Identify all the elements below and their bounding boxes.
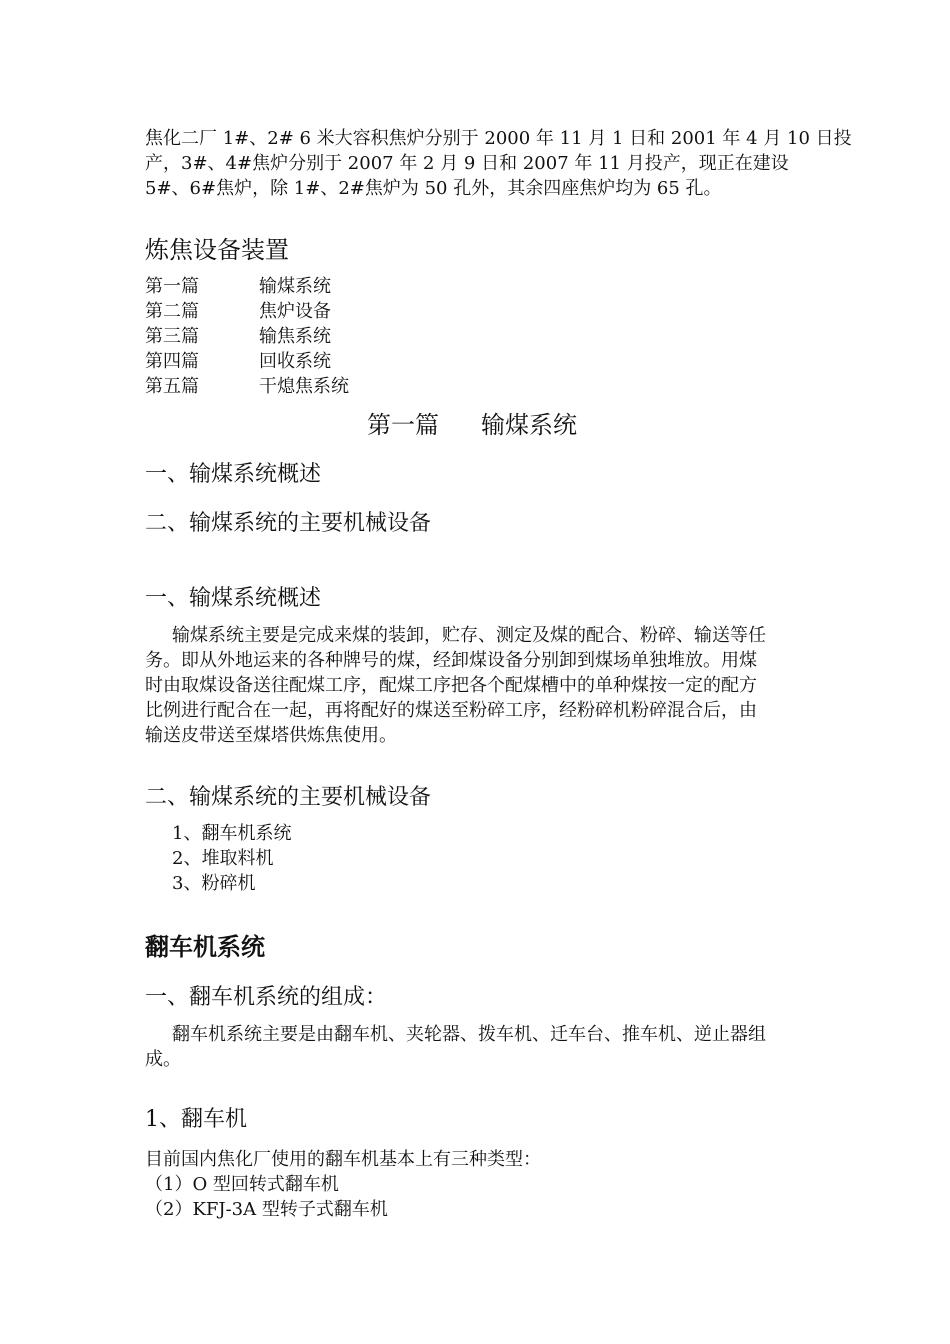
section2-item-1: 1、翻车机系统 [172, 823, 292, 844]
toc-item-num: 第五篇 [145, 376, 199, 397]
toc-item-label: 输煤系统 [259, 276, 331, 297]
section2-item-2: 2、堆取料机 [172, 848, 274, 869]
part1-title-num: 第一篇 [367, 411, 439, 439]
toc-item-num: 第四篇 [145, 351, 199, 372]
toc-item [145, 374, 349, 399]
toc-item-label: 焦炉设备 [259, 301, 331, 322]
section2-heading: 二、输煤系统的主要机械设备 [145, 785, 432, 810]
part1-title-label: 输煤系统 [481, 411, 577, 439]
intro-line-2: 产，3#、4#焦炉分别于 2007 年 2 月 9 日和 2007 年 11 月投产，现正在建设 [145, 153, 789, 174]
flip-system-line-2: 成。 [145, 1049, 181, 1070]
intro-line-1: 焦化二厂 1#、2# 6 米大容积焦炉分别于 2000 年 11 月 1 日和 2001 年 4 月 10 日投 [145, 128, 852, 149]
toc-item [145, 274, 331, 299]
toc-item-num: 第一篇 [145, 276, 199, 297]
section1-line-5: 输送皮带送至煤塔供炼焦使用。 [145, 725, 397, 746]
section1-line-4: 比例进行配合在一起，再将配好的煤送至粉碎工序，经粉碎机粉碎混合后，由 [145, 700, 757, 721]
toc-item-num: 第二篇 [145, 301, 199, 322]
flip-system-line-1: 翻车机系统主要是由翻车机、夹轮器、拨车机、迁车台、推车机、逆止器组 [172, 1024, 766, 1045]
flip-sub-heading: 1、翻车机 [145, 1107, 247, 1132]
toc-item-num: 第三篇 [145, 326, 199, 347]
toc-item [145, 324, 331, 349]
flip-system-title: 翻车机系统 [145, 933, 265, 961]
section1-line-1: 输煤系统主要是完成来煤的装卸，贮存、测定及煤的配合、粉碎、输送等任 [172, 625, 766, 646]
flip-type-1: （1）O 型回转式翻车机 [145, 1174, 339, 1195]
intro-line-3: 5#、6#焦炉，除 1#、2#焦炉为 50 孔外，其余四座焦炉均为 65 孔。 [145, 178, 722, 199]
flip-system-heading: 一、翻车机系统的组成： [145, 985, 388, 1010]
toc-item-label: 输焦系统 [259, 326, 331, 347]
toc-title: 炼焦设备装置 [145, 236, 289, 264]
toc-item [145, 299, 331, 324]
outline-item-2: 二、输煤系统的主要机械设备 [145, 511, 432, 536]
part1-title [367, 410, 577, 440]
section1-line-3: 时由取煤设备送往配煤工序，配煤工序把各个配煤槽中的单种煤按一定的配方 [145, 675, 757, 696]
flip-types-intro: 目前国内焦化厂使用的翻车机基本上有三种类型： [145, 1149, 541, 1170]
toc-item-label: 回收系统 [259, 351, 331, 372]
section1-heading: 一、输煤系统概述 [145, 586, 322, 611]
flip-type-2: （2）KFJ-3A 型转子式翻车机 [145, 1199, 388, 1220]
section2-item-3: 3、粉碎机 [172, 873, 256, 894]
section1-line-2: 务。即从外地运来的各种牌号的煤，经卸煤设备分别卸到煤场单独堆放。用煤 [145, 650, 757, 671]
toc-item-label: 干熄焦系统 [259, 376, 349, 397]
outline-item-1: 一、输煤系统概述 [145, 462, 322, 487]
toc-item [145, 349, 331, 374]
